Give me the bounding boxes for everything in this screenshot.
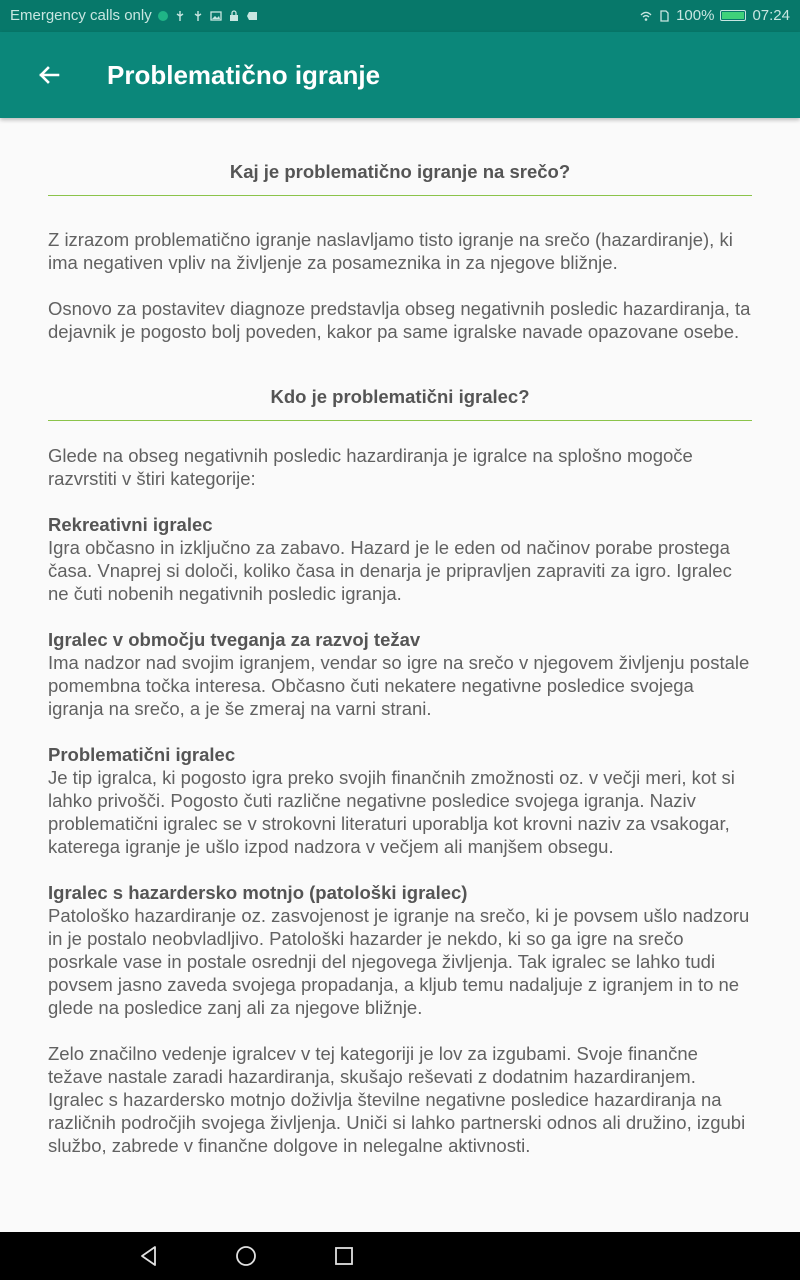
arrow-back-icon[interactable] xyxy=(34,60,64,90)
category-text: Zelo značilno vedenje igralcev v tej kategoriji je lov za izgubami. Svoje finančne težave nastale zaradi hazardiranja, skušajo reševati z dodatnim hazardiranjem. Igralec s hazardersko motnjo doživlja številne negativne posledice hazardiranja na različnih področjih svojega življenja. Uniči si lahko partnerski odnos ali družino, izgubi službo, zabrede v finančne dolgove in nelegalne aktivnosti. xyxy=(48,1043,746,1156)
section-title-who-is: Kdo je problematični igralec? xyxy=(48,385,752,421)
paragraph: Osnovo za postavitev diagnoze predstavlja obseg negativnih posledic hazardiranja, ta dejavnik je pogosto bolj poveden, kakor pa same igralske navade opazovane osebe. xyxy=(48,298,751,342)
nav-home-icon[interactable] xyxy=(234,1244,258,1268)
notification-dot-icon xyxy=(158,11,168,21)
image-icon xyxy=(210,10,222,22)
section-title-what-is: Kaj je problematično igranje na srečo? xyxy=(48,160,752,196)
system-nav-bar xyxy=(0,1232,800,1280)
wifi-icon xyxy=(640,10,652,22)
video-icon xyxy=(246,10,258,22)
battery-percent: 100% xyxy=(676,7,715,24)
category-text: Igra občasno in izključno za zabavo. Hazard je le eden od načinov porabe prostega časa. Vnaprej si določi, koliko časa in denarja je pripravljen zapraviti za igro. Igralec ne čuti nobenih negativnih posledic igranja. xyxy=(48,537,732,604)
category-text: Patološko hazardiranje oz. zasvojenost je igranje na srečo, ki je povsem ušlo nadzoru in je postalo neobvladljivo. Patološki hazarder je nekdo, ki so ga igre na srečo posrkale vase in postale osrednji del njegovega življenja. Tak igralec se lahko tudi povsem jasno zaveda svojega propadanja, a kljub temu nadaljuje z igranjem in to ne glede na posledice zanj ali za njegove bližnje. xyxy=(48,905,750,1018)
page-title: Problematično igranje xyxy=(107,60,381,90)
nav-back-icon[interactable] xyxy=(137,1244,161,1268)
sim-icon xyxy=(658,10,670,22)
battery-icon xyxy=(720,10,746,21)
paragraph: Z izrazom problematično igranje naslavljamo tisto igranje na srečo (hazardiranje), ki ima negativen vpliv na življenje za posameznika in za njegove bližnje. xyxy=(48,229,733,273)
usb-icon xyxy=(174,10,186,22)
category-title: Rekreativni igralec xyxy=(48,514,213,535)
usb-debug-icon xyxy=(192,10,204,22)
status-left-text: Emergency calls only xyxy=(10,7,152,24)
lock-icon xyxy=(228,10,240,22)
category-title: Igralec s hazardersko motnjo (patološki igralec) xyxy=(48,882,468,903)
category-text: Je tip igralca, ki pogosto igra preko svojih finančnih zmožnosti oz. v večji meri, kot si lahko privošči. Pogosto čuti različne negativne posledice svojega igranja. Naziv problematični igralec se v strokovni literaturi uporablja kot krovni naziv za vsakogar, katerega igranje je ušlo izpod nadzora v večjem ali manjšem obsegu. xyxy=(48,767,735,857)
status-bar xyxy=(0,0,800,32)
category-title: Problematični igralec xyxy=(48,744,236,765)
paragraph: Glede na obseg negativnih posledic hazardiranja je igralce na splošno mogoče razvrstiti v štiri kategorije: xyxy=(48,445,693,489)
category-text: Ima nadzor nad svojim igranjem, vendar so igre na srečo v njegovem življenju postale pomembna točka interesa. Občasno čuti nekatere negativne posledice svojega igranja na srečo, a je še zmeraj na varni strani. xyxy=(48,652,750,719)
nav-recents-icon[interactable] xyxy=(332,1244,356,1268)
app-bar xyxy=(0,32,800,118)
article-content xyxy=(48,118,752,1157)
category-title: Igralec v območju tveganja za razvoj težav xyxy=(48,629,421,650)
status-time: 07:24 xyxy=(752,7,790,24)
